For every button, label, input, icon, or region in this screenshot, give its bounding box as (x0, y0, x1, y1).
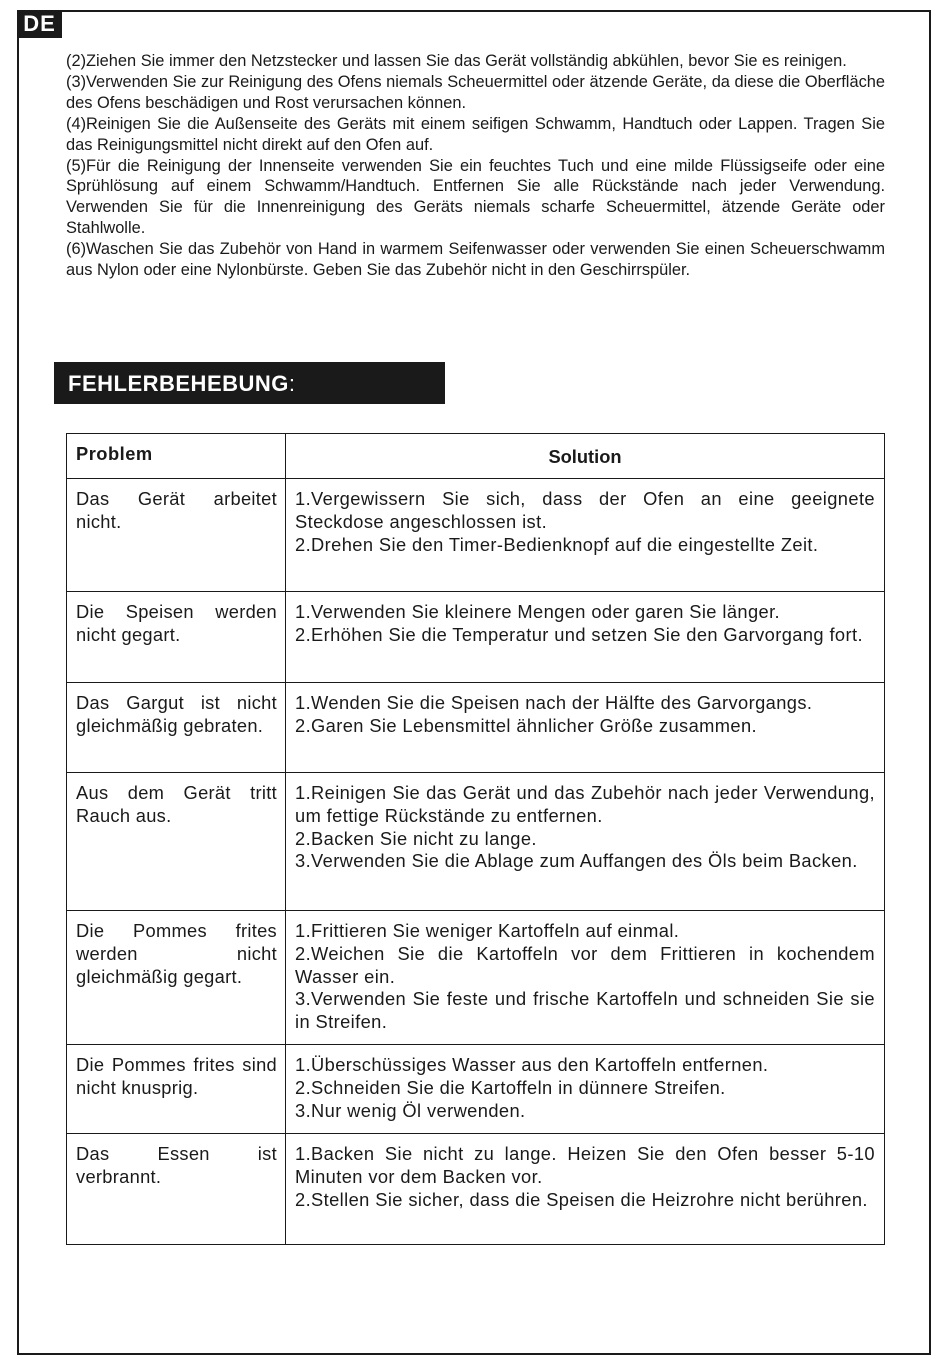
problem-cell: Das Essen ist verbrannt. (67, 1134, 286, 1245)
problem-cell: Die Pommes frites sind nicht knusprig. (67, 1045, 286, 1134)
solution-step: 2.Weichen Sie die Kartoffeln vor dem Frittieren in kochendem Wasser ein. (295, 942, 875, 987)
solution-cell (286, 683, 885, 773)
solution-step: 2.Stellen Sie sicher, dass die Speisen die Heizrohre nicht berühren. (295, 1188, 868, 1210)
solution-step: 3.Verwenden Sie feste und frische Kartoffeln und schneiden Sie sie in Streifen. (295, 988, 875, 1033)
section-title-colon: : (288, 371, 296, 396)
solution-cell (286, 773, 885, 911)
solution-step: 1.Reinigen Sie das Gerät und das Zubehör nach jeder Verwendung, um fettige Rückstände zu entfernen. (295, 782, 875, 826)
solution-step: 1.Vergewissern Sie sich, dass der Ofen an eine geeignete Steckdose angeschlossen ist. (295, 488, 875, 532)
instruction-paragraph: (5)Für die Reinigung der Innenseite verwenden Sie ein feuchtes Tuch und eine milde Flüssigseife oder eine Sprühlösung auf einem Schwamm/Handtuch. Entfernen Sie alle Rückstände nach jeder Verwendung. Verwenden Sie für die Innenreinigung des Geräts niemals scharfe Scheuermittel, ätzende Geräte oder Stahlwolle. (66, 156, 885, 238)
instruction-paragraph: (4)Reinigen Sie die Außenseite des Geräts mit einem seifigen Schwamm, Handtuch oder Lappen. Tragen Sie das Reinigungsmittel nicht direkt auf den Ofen auf. (66, 114, 885, 154)
cleaning-instructions (66, 51, 885, 281)
solution-cell (286, 911, 885, 1045)
section-heading (54, 362, 445, 404)
column-header-problem: Problem (67, 434, 286, 479)
solution-step: 3.Verwenden Sie die Ablage zum Auffangen des Öls beim Backen. (295, 850, 858, 872)
solution-step: 2.Garen Sie Lebensmittel ähnlicher Größe zusammen. (295, 714, 758, 736)
table-row (67, 1045, 885, 1134)
problem-cell: Die Speisen werden nicht gegart. (67, 592, 286, 683)
solution-step: 1.Verwenden Sie kleinere Mengen oder garen Sie länger. (295, 601, 781, 622)
table-row (67, 479, 885, 592)
language-badge: DE (17, 10, 62, 38)
instruction-paragraph: (3)Verwenden Sie zur Reinigung des Ofens niemals Scheuermittel oder ätzende Geräte, da diese die Oberfläche des Ofens beschädigen und Rost verursachen können. (66, 72, 885, 112)
table-row (67, 773, 885, 911)
problem-cell: Aus dem Gerät tritt Rauch aus. (67, 773, 286, 911)
solution-step: 2.Backen Sie nicht zu lange. (295, 827, 537, 849)
solution-cell (286, 479, 885, 592)
table-header-row (67, 434, 885, 479)
solution-step: 1.Wenden Sie die Speisen nach der Hälfte des Garvorgangs. (295, 692, 813, 713)
solution-step: 2.Schneiden Sie die Kartoffeln in dünnere Streifen. (295, 1076, 726, 1098)
solution-step: 1.Backen Sie nicht zu lange. Heizen Sie den Ofen besser 5-10 Minuten vor dem Backen vor. (295, 1143, 875, 1187)
solution-cell (286, 592, 885, 683)
troubleshooting-table (66, 433, 885, 1245)
solution-cell (286, 1134, 885, 1245)
problem-cell: Das Gerät arbeitet nicht. (67, 479, 286, 592)
solution-step: 1.Frittieren Sie weniger Kartoffeln auf einmal. (295, 920, 680, 941)
table-row (67, 683, 885, 773)
section-title: FEHLERBEHEBUNG (68, 371, 289, 396)
column-header-solution: Solution (286, 434, 885, 479)
instruction-paragraph: (6)Waschen Sie das Zubehör von Hand in warmem Seifenwasser oder verwenden Sie einen Scheuerschwamm aus Nylon oder eine Nylonbürste. Geben Sie das Zubehör nicht in den Geschirrspüler. (66, 240, 885, 280)
solution-step: 3.Nur wenig Öl verwenden. (295, 1099, 526, 1121)
table-row (67, 911, 885, 1045)
table-row (67, 1134, 885, 1245)
solution-step: 2.Erhöhen Sie die Temperatur und setzen Sie den Garvorgang fort. (295, 623, 863, 645)
problem-cell: Das Gargut ist nicht gleichmäßig gebraten. (67, 683, 286, 773)
instruction-paragraph: (2)Ziehen Sie immer den Netzstecker und lassen Sie das Gerät vollständig abkühlen, bevor Sie es reinigen. (66, 52, 847, 70)
problem-cell: Die Pommes frites werden nicht gleichmäßig gegart. (67, 911, 286, 1045)
solution-cell (286, 1045, 885, 1134)
solution-step: 1.Überschüssiges Wasser aus den Kartoffeln entfernen. (295, 1054, 769, 1075)
solution-step: 2.Drehen Sie den Timer-Bedienknopf auf die eingestellte Zeit. (295, 533, 819, 555)
table-row (67, 592, 885, 683)
